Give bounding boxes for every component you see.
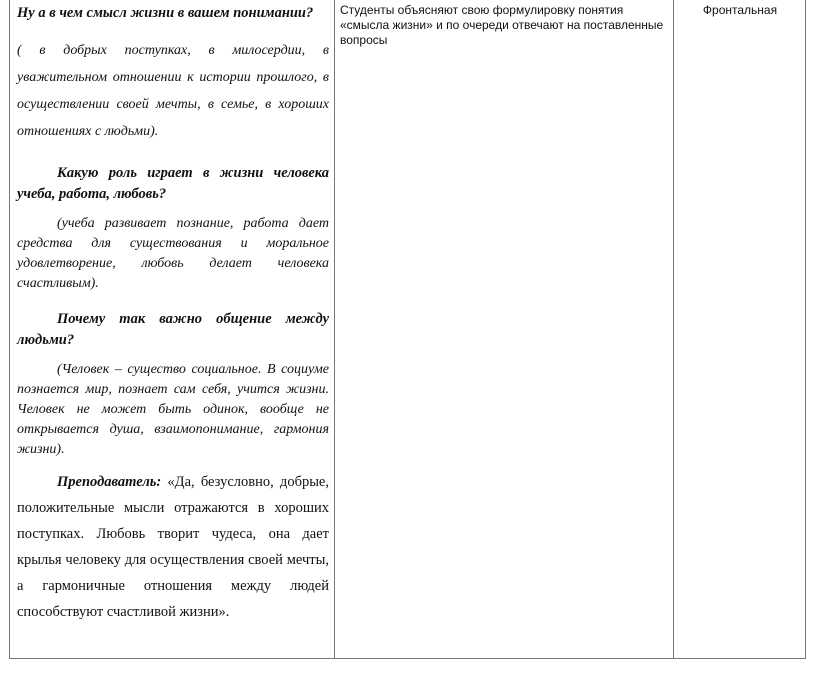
question-study-work-love: Какую роль играет в жизни человека учеба, работа, любовь? (17, 165, 329, 202)
lesson-content-cell (17, 0, 329, 640)
question-communication: Почему так важно общение между людьми? (17, 311, 329, 348)
column-divider-1 (334, 0, 335, 659)
table-left-border (9, 0, 10, 659)
teacher-label: Преподаватель: (57, 474, 162, 490)
table-right-border (805, 0, 806, 659)
work-form-cell: Фронтальная (702, 3, 778, 17)
answer-meaning-of-life: ( в добрых поступках, в милосердии, в уважительном отношении к истории прошлого, в осуществлении своей мечты, в семье, в хороших отношениях с людьми). (17, 43, 329, 139)
question-meaning-of-life: Ну а в чем смысл жизни в вашем понимании? (17, 5, 314, 21)
table-bottom-border (9, 658, 806, 659)
teacher-remark (17, 469, 329, 625)
column-divider-2 (673, 0, 674, 659)
students-activity-cell: Студенты объясняют свою формулировку понятия «смысла жизни» и по очереди отвечают на поставленные вопросы (340, 3, 664, 47)
teacher-text: «Да, безусловно, добрые, положительные мысли отражаются в хороших поступках. Любовь творит чудеса, она дает крылья человеку для осуществления своей мечты, а гармоничные отношения между людей способствуют счастливой жизни». (17, 474, 329, 620)
answer-study-work-love: (учеба развивает познание, работа дает средства для существования и моральное удовлетворение, любовь делает человека счастливым). (17, 216, 329, 291)
answer-communication: (Человек – существо социальное. В социуме познается мир, познает сам себя, учится жизни. Человек не может быть одинок, вообще не открывается душа, взаимопонимание, гармония жизни). (17, 362, 329, 457)
